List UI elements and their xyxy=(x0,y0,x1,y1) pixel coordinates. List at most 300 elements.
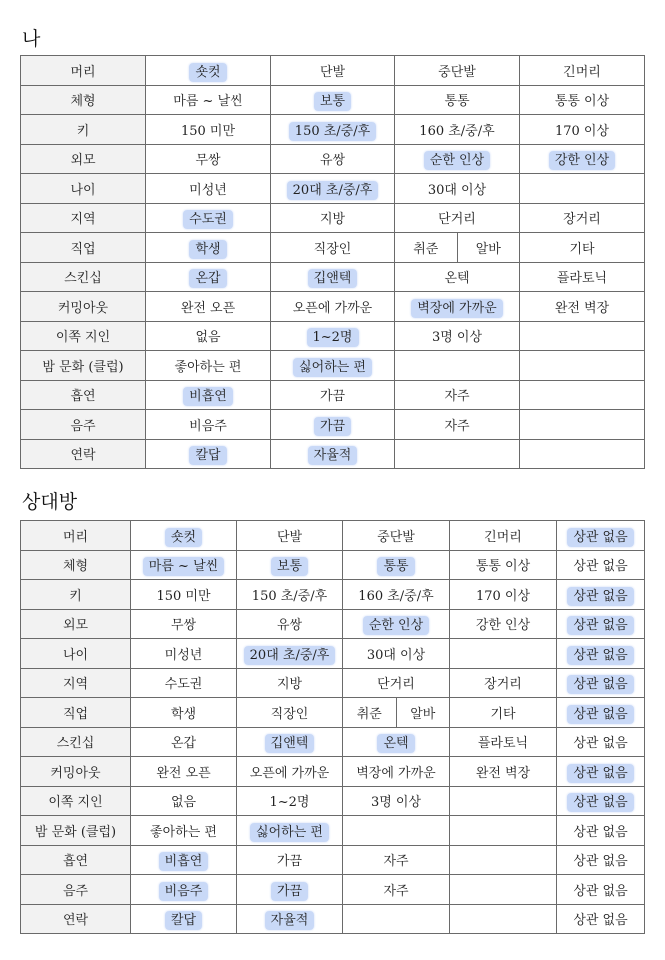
row-label: 지역 xyxy=(21,668,131,698)
table-row xyxy=(21,875,645,905)
option-cell xyxy=(146,233,271,263)
row-label: 지역 xyxy=(21,203,146,233)
option-cell xyxy=(271,203,395,233)
table-row xyxy=(21,262,645,292)
option-cell xyxy=(146,144,271,174)
option-text: 상관 없음 xyxy=(573,883,628,899)
highlighted-option: 자율적 xyxy=(265,911,315,930)
option-text: 완전 벽장 xyxy=(475,765,531,781)
option-text: 벽장에 가까운 xyxy=(356,765,436,781)
option-cell xyxy=(271,292,395,322)
option-cell xyxy=(237,698,343,728)
option-text: 좋아하는 편 xyxy=(174,359,242,375)
highlighted-option: 보통 xyxy=(271,557,308,576)
table-row xyxy=(21,380,645,410)
option-cell xyxy=(131,668,237,698)
option-cell xyxy=(343,816,450,846)
option-cell xyxy=(520,85,645,115)
highlighted-option: 상관 없음 xyxy=(567,764,633,783)
option-cell xyxy=(557,904,645,934)
option-text: 알바 xyxy=(410,706,436,722)
section-title-partner: 상대방 xyxy=(22,491,78,513)
option-cell xyxy=(146,351,271,381)
option-cell xyxy=(271,144,395,174)
row-label: 음주 xyxy=(21,410,146,440)
option-cell xyxy=(237,609,343,639)
option-cell xyxy=(237,550,343,580)
option-cell xyxy=(520,56,645,86)
highlighted-option: 상관 없음 xyxy=(567,528,633,547)
option-cell xyxy=(131,698,237,728)
row-label: 머리 xyxy=(21,521,131,551)
option-cell xyxy=(520,262,645,292)
option-cell xyxy=(237,668,343,698)
option-cell xyxy=(520,174,645,204)
highlighted-option: 상관 없음 xyxy=(567,675,633,694)
table-row xyxy=(21,904,645,934)
highlighted-option: 깁앤텍 xyxy=(308,269,358,288)
option-cell xyxy=(343,727,450,757)
table-row xyxy=(21,439,645,469)
option-cell xyxy=(343,668,450,698)
option-text: 150 초/중/후 xyxy=(251,588,328,604)
split-cell xyxy=(395,233,519,262)
table-row xyxy=(21,580,645,610)
option-cell xyxy=(450,668,557,698)
option-text: 단발 xyxy=(319,64,346,80)
option-cell xyxy=(343,786,450,816)
option-text: 지방 xyxy=(319,212,346,228)
highlighted-option: 순한 인상 xyxy=(363,616,429,635)
row-label: 나이 xyxy=(21,639,131,669)
table-row xyxy=(21,845,645,875)
option-cell xyxy=(395,174,520,204)
option-cell xyxy=(450,727,557,757)
option-text: 자주 xyxy=(383,883,409,899)
highlighted-option: 순한 인상 xyxy=(424,151,490,170)
option-cell xyxy=(395,85,520,115)
option-text: 완전 오픈 xyxy=(180,300,236,316)
option-cell xyxy=(131,786,237,816)
option-cell xyxy=(237,757,343,787)
table-row xyxy=(21,351,645,381)
option-cell xyxy=(146,410,271,440)
option-cell xyxy=(395,262,520,292)
highlighted-option: 20대 초/중/후 xyxy=(287,181,379,200)
option-cell xyxy=(520,351,645,381)
option-cell xyxy=(146,203,271,233)
row-label: 밤 문화 (클럽) xyxy=(21,351,146,381)
option-cell xyxy=(557,816,645,846)
option-cell xyxy=(131,609,237,639)
option-cell xyxy=(395,292,520,322)
row-label: 체형 xyxy=(21,85,146,115)
highlighted-option: 깁앤텍 xyxy=(265,734,315,753)
table-row xyxy=(21,698,645,728)
option-text: 통통 xyxy=(444,94,470,110)
highlighted-option: 보통 xyxy=(314,92,351,111)
option-cell xyxy=(395,144,520,174)
option-text: 직장인 xyxy=(270,706,309,722)
option-text: 취준 xyxy=(395,233,458,262)
option-text: 중단발 xyxy=(438,64,476,80)
highlighted-option: 상관 없음 xyxy=(567,793,633,812)
highlighted-option: 강한 인상 xyxy=(549,151,615,170)
highlighted-option: 비흡연 xyxy=(183,387,233,406)
row-label: 직업 xyxy=(21,233,146,263)
partner-table xyxy=(20,520,645,934)
option-cell xyxy=(343,580,450,610)
option-text: 3명 이상 xyxy=(431,330,483,346)
table-row xyxy=(21,174,645,204)
split-cell xyxy=(343,698,449,727)
option-text: 마름 ~ 날씬 xyxy=(173,94,243,110)
option-cell xyxy=(520,410,645,440)
option-cell xyxy=(450,786,557,816)
highlighted-option: 자율적 xyxy=(308,446,358,465)
option-text: 완전 벽장 xyxy=(554,300,610,316)
option-text: 지방 xyxy=(276,677,303,693)
highlighted-option: 20대 초/중/후 xyxy=(244,646,336,665)
option-cell xyxy=(343,639,450,669)
table-row xyxy=(21,144,645,174)
option-text: 유쌍 xyxy=(276,618,303,634)
option-text: 150 미만 xyxy=(156,588,211,604)
option-cell xyxy=(395,56,520,86)
option-cell xyxy=(450,845,557,875)
row-label: 스킨십 xyxy=(21,262,146,292)
option-cell xyxy=(450,904,557,934)
option-text: 1~2명 xyxy=(269,795,310,811)
option-cell xyxy=(271,262,395,292)
option-text: 통통 이상 xyxy=(554,94,610,110)
option-cell xyxy=(237,816,343,846)
option-text: 30대 이상 xyxy=(427,182,487,198)
option-cell xyxy=(146,439,271,469)
row-label: 커밍아웃 xyxy=(21,292,146,322)
table-row xyxy=(21,85,645,115)
option-text: 알바 xyxy=(475,241,501,257)
option-cell xyxy=(395,203,520,233)
option-cell xyxy=(131,580,237,610)
option-cell xyxy=(343,550,450,580)
option-cell xyxy=(343,521,450,551)
option-cell xyxy=(237,845,343,875)
option-cell xyxy=(343,904,450,934)
option-cell xyxy=(450,609,557,639)
option-text: 가끔 xyxy=(276,854,303,870)
table-row xyxy=(21,521,645,551)
row-label: 머리 xyxy=(21,56,146,86)
option-cell xyxy=(395,439,520,469)
option-cell xyxy=(557,639,645,669)
option-cell xyxy=(146,321,271,351)
option-cell xyxy=(450,580,557,610)
highlighted-option: 싫어하는 편 xyxy=(293,358,372,377)
table-row xyxy=(21,668,645,698)
option-cell xyxy=(450,757,557,787)
option-cell xyxy=(146,174,271,204)
option-text: 오픈에 가까운 xyxy=(292,300,373,316)
table-row xyxy=(21,292,645,322)
highlighted-option: 가끔 xyxy=(314,417,351,436)
option-text: 긴머리 xyxy=(484,529,522,545)
option-text: 수도권 xyxy=(164,677,203,693)
option-cell xyxy=(271,321,395,351)
row-label: 직업 xyxy=(21,698,131,728)
option-cell xyxy=(131,727,237,757)
highlighted-option: 마름 ~ 날씬 xyxy=(143,557,224,576)
option-text: 3명 이상 xyxy=(370,795,422,811)
option-cell xyxy=(450,521,557,551)
option-cell xyxy=(237,727,343,757)
option-cell xyxy=(520,203,645,233)
option-cell xyxy=(131,550,237,580)
highlighted-option: 숏컷 xyxy=(165,528,202,547)
option-cell xyxy=(520,233,645,263)
option-cell xyxy=(271,351,395,381)
option-text: 160 초/중/후 xyxy=(358,588,434,604)
option-cell xyxy=(557,550,645,580)
table-row xyxy=(21,816,645,846)
option-text: 기타 xyxy=(569,241,595,257)
option-cell xyxy=(557,668,645,698)
option-cell xyxy=(395,410,520,440)
option-cell xyxy=(146,85,271,115)
option-text: 학생 xyxy=(170,706,197,722)
option-cell xyxy=(131,904,237,934)
section-title-me: 나 xyxy=(22,28,41,50)
highlighted-option: 싫어하는 편 xyxy=(250,823,329,842)
option-text: 단발 xyxy=(276,529,303,545)
option-cell xyxy=(557,521,645,551)
option-text: 좋아하는 편 xyxy=(150,824,217,840)
option-cell xyxy=(557,580,645,610)
option-cell xyxy=(557,757,645,787)
option-text: 160 초/중/후 xyxy=(419,123,495,139)
option-cell xyxy=(131,816,237,846)
row-label: 외모 xyxy=(21,144,146,174)
option-cell xyxy=(271,56,395,86)
highlighted-option: 칼답 xyxy=(189,446,226,465)
option-cell xyxy=(271,380,395,410)
row-label: 흡연 xyxy=(21,845,131,875)
option-cell xyxy=(271,115,395,145)
option-cell xyxy=(343,698,450,728)
option-text: 직장인 xyxy=(313,241,352,257)
option-text: 긴머리 xyxy=(563,64,601,80)
option-cell xyxy=(237,875,343,905)
option-text: 유쌍 xyxy=(319,153,346,169)
option-cell xyxy=(520,321,645,351)
highlighted-option: 상관 없음 xyxy=(567,587,633,606)
option-text: 비음주 xyxy=(189,418,227,434)
table-row xyxy=(21,757,645,787)
option-cell xyxy=(395,321,520,351)
option-cell xyxy=(395,115,520,145)
option-cell xyxy=(237,786,343,816)
option-text: 완전 오픈 xyxy=(156,765,211,781)
table-row xyxy=(21,321,645,351)
option-cell xyxy=(343,757,450,787)
row-label: 연락 xyxy=(21,439,146,469)
option-cell xyxy=(237,521,343,551)
highlighted-option: 상관 없음 xyxy=(567,616,633,635)
row-label: 흡연 xyxy=(21,380,146,410)
highlighted-option: 온갑 xyxy=(189,269,226,288)
option-text: 무쌍 xyxy=(195,153,221,169)
option-text: 150 미만 xyxy=(180,123,236,139)
option-text: 강한 인상 xyxy=(475,618,531,634)
option-cell xyxy=(131,757,237,787)
table-row xyxy=(21,233,645,263)
option-cell xyxy=(450,816,557,846)
option-cell xyxy=(131,521,237,551)
option-cell xyxy=(131,845,237,875)
row-label: 스킨십 xyxy=(21,727,131,757)
option-text: 30대 이상 xyxy=(366,647,426,663)
option-cell xyxy=(450,550,557,580)
option-cell xyxy=(237,580,343,610)
option-cell xyxy=(557,727,645,757)
option-text: 170 이상 xyxy=(475,588,531,604)
option-cell xyxy=(271,439,395,469)
option-cell xyxy=(557,786,645,816)
option-text: 취준 xyxy=(343,698,397,727)
table-row xyxy=(21,56,645,86)
option-cell xyxy=(557,845,645,875)
option-text: 중단발 xyxy=(377,529,415,545)
highlighted-option: 1~2명 xyxy=(307,328,359,347)
option-text: 자주 xyxy=(383,854,409,870)
option-cell xyxy=(146,292,271,322)
row-label: 나이 xyxy=(21,174,146,204)
option-cell xyxy=(271,233,395,263)
table-row xyxy=(21,639,645,669)
highlighted-option: 비흡연 xyxy=(159,852,209,871)
row-label: 음주 xyxy=(21,875,131,905)
option-cell xyxy=(271,174,395,204)
option-cell xyxy=(395,380,520,410)
option-cell xyxy=(343,845,450,875)
option-cell xyxy=(520,439,645,469)
highlighted-option: 150 초/중/후 xyxy=(289,122,376,141)
highlighted-option: 벽장에 가까운 xyxy=(411,299,502,318)
option-cell xyxy=(237,904,343,934)
option-text: 상관 없음 xyxy=(573,854,628,870)
me-table xyxy=(20,55,645,469)
table-row xyxy=(21,203,645,233)
option-cell xyxy=(450,639,557,669)
option-cell xyxy=(131,875,237,905)
row-label: 키 xyxy=(21,580,131,610)
option-cell xyxy=(520,292,645,322)
row-label: 밤 문화 (클럽) xyxy=(21,816,131,846)
option-text: 상관 없음 xyxy=(573,913,628,929)
option-cell xyxy=(343,875,450,905)
option-text: 기타 xyxy=(490,706,516,722)
highlighted-option: 가끔 xyxy=(271,882,308,901)
option-text: 온텍 xyxy=(444,271,470,287)
row-label: 키 xyxy=(21,115,146,145)
option-text: 통통 이상 xyxy=(475,559,531,575)
option-text: 미성년 xyxy=(189,182,227,198)
option-text: 상관 없음 xyxy=(573,559,628,575)
option-cell xyxy=(146,380,271,410)
option-cell xyxy=(146,262,271,292)
highlighted-option: 칼답 xyxy=(165,911,202,930)
option-text: 단거리 xyxy=(438,212,476,228)
table-row xyxy=(21,727,645,757)
option-text: 온갑 xyxy=(170,736,197,752)
highlighted-option: 학생 xyxy=(189,240,226,259)
highlighted-option: 통통 xyxy=(377,557,414,576)
option-text: 단거리 xyxy=(377,677,415,693)
option-text: 170 이상 xyxy=(554,123,610,139)
option-text: 장거리 xyxy=(484,677,522,693)
option-cell xyxy=(450,698,557,728)
option-cell xyxy=(450,875,557,905)
highlighted-option: 숏컷 xyxy=(189,63,226,82)
highlighted-option: 비음주 xyxy=(159,882,209,901)
option-cell xyxy=(557,698,645,728)
option-text: 자주 xyxy=(444,418,470,434)
option-text: 장거리 xyxy=(563,212,601,228)
highlighted-option: 수도권 xyxy=(183,210,233,229)
row-label: 외모 xyxy=(21,609,131,639)
row-label: 이쪽 지인 xyxy=(21,786,131,816)
option-text: 가끔 xyxy=(319,389,346,405)
option-text: 오픈에 가까운 xyxy=(249,765,330,781)
option-text: 플라토닉 xyxy=(556,271,608,287)
highlighted-option: 온텍 xyxy=(377,734,414,753)
table-row xyxy=(21,115,645,145)
row-label: 이쪽 지인 xyxy=(21,321,146,351)
option-cell xyxy=(343,609,450,639)
option-cell xyxy=(271,410,395,440)
option-cell xyxy=(271,85,395,115)
highlighted-option: 상관 없음 xyxy=(567,705,633,724)
table-row xyxy=(21,786,645,816)
option-cell xyxy=(520,380,645,410)
option-text: 자주 xyxy=(444,389,470,405)
table-row xyxy=(21,550,645,580)
row-label: 연락 xyxy=(21,904,131,934)
option-text: 없음 xyxy=(170,795,197,811)
option-cell xyxy=(557,875,645,905)
option-text: 플라토닉 xyxy=(477,736,529,752)
option-text: 미성년 xyxy=(164,647,203,663)
row-label: 체형 xyxy=(21,550,131,580)
option-cell xyxy=(146,115,271,145)
option-cell xyxy=(557,609,645,639)
highlighted-option: 상관 없음 xyxy=(567,646,633,665)
option-text: 무쌍 xyxy=(170,618,197,634)
table-row xyxy=(21,609,645,639)
option-cell xyxy=(146,56,271,86)
row-label: 커밍아웃 xyxy=(21,757,131,787)
option-text: 없음 xyxy=(195,330,221,346)
option-cell xyxy=(520,115,645,145)
option-cell xyxy=(237,639,343,669)
option-cell xyxy=(520,144,645,174)
option-cell xyxy=(395,351,520,381)
table-row xyxy=(21,410,645,440)
option-text: 상관 없음 xyxy=(573,736,628,752)
option-cell xyxy=(131,639,237,669)
option-cell xyxy=(395,233,520,263)
option-text: 상관 없음 xyxy=(573,824,628,840)
